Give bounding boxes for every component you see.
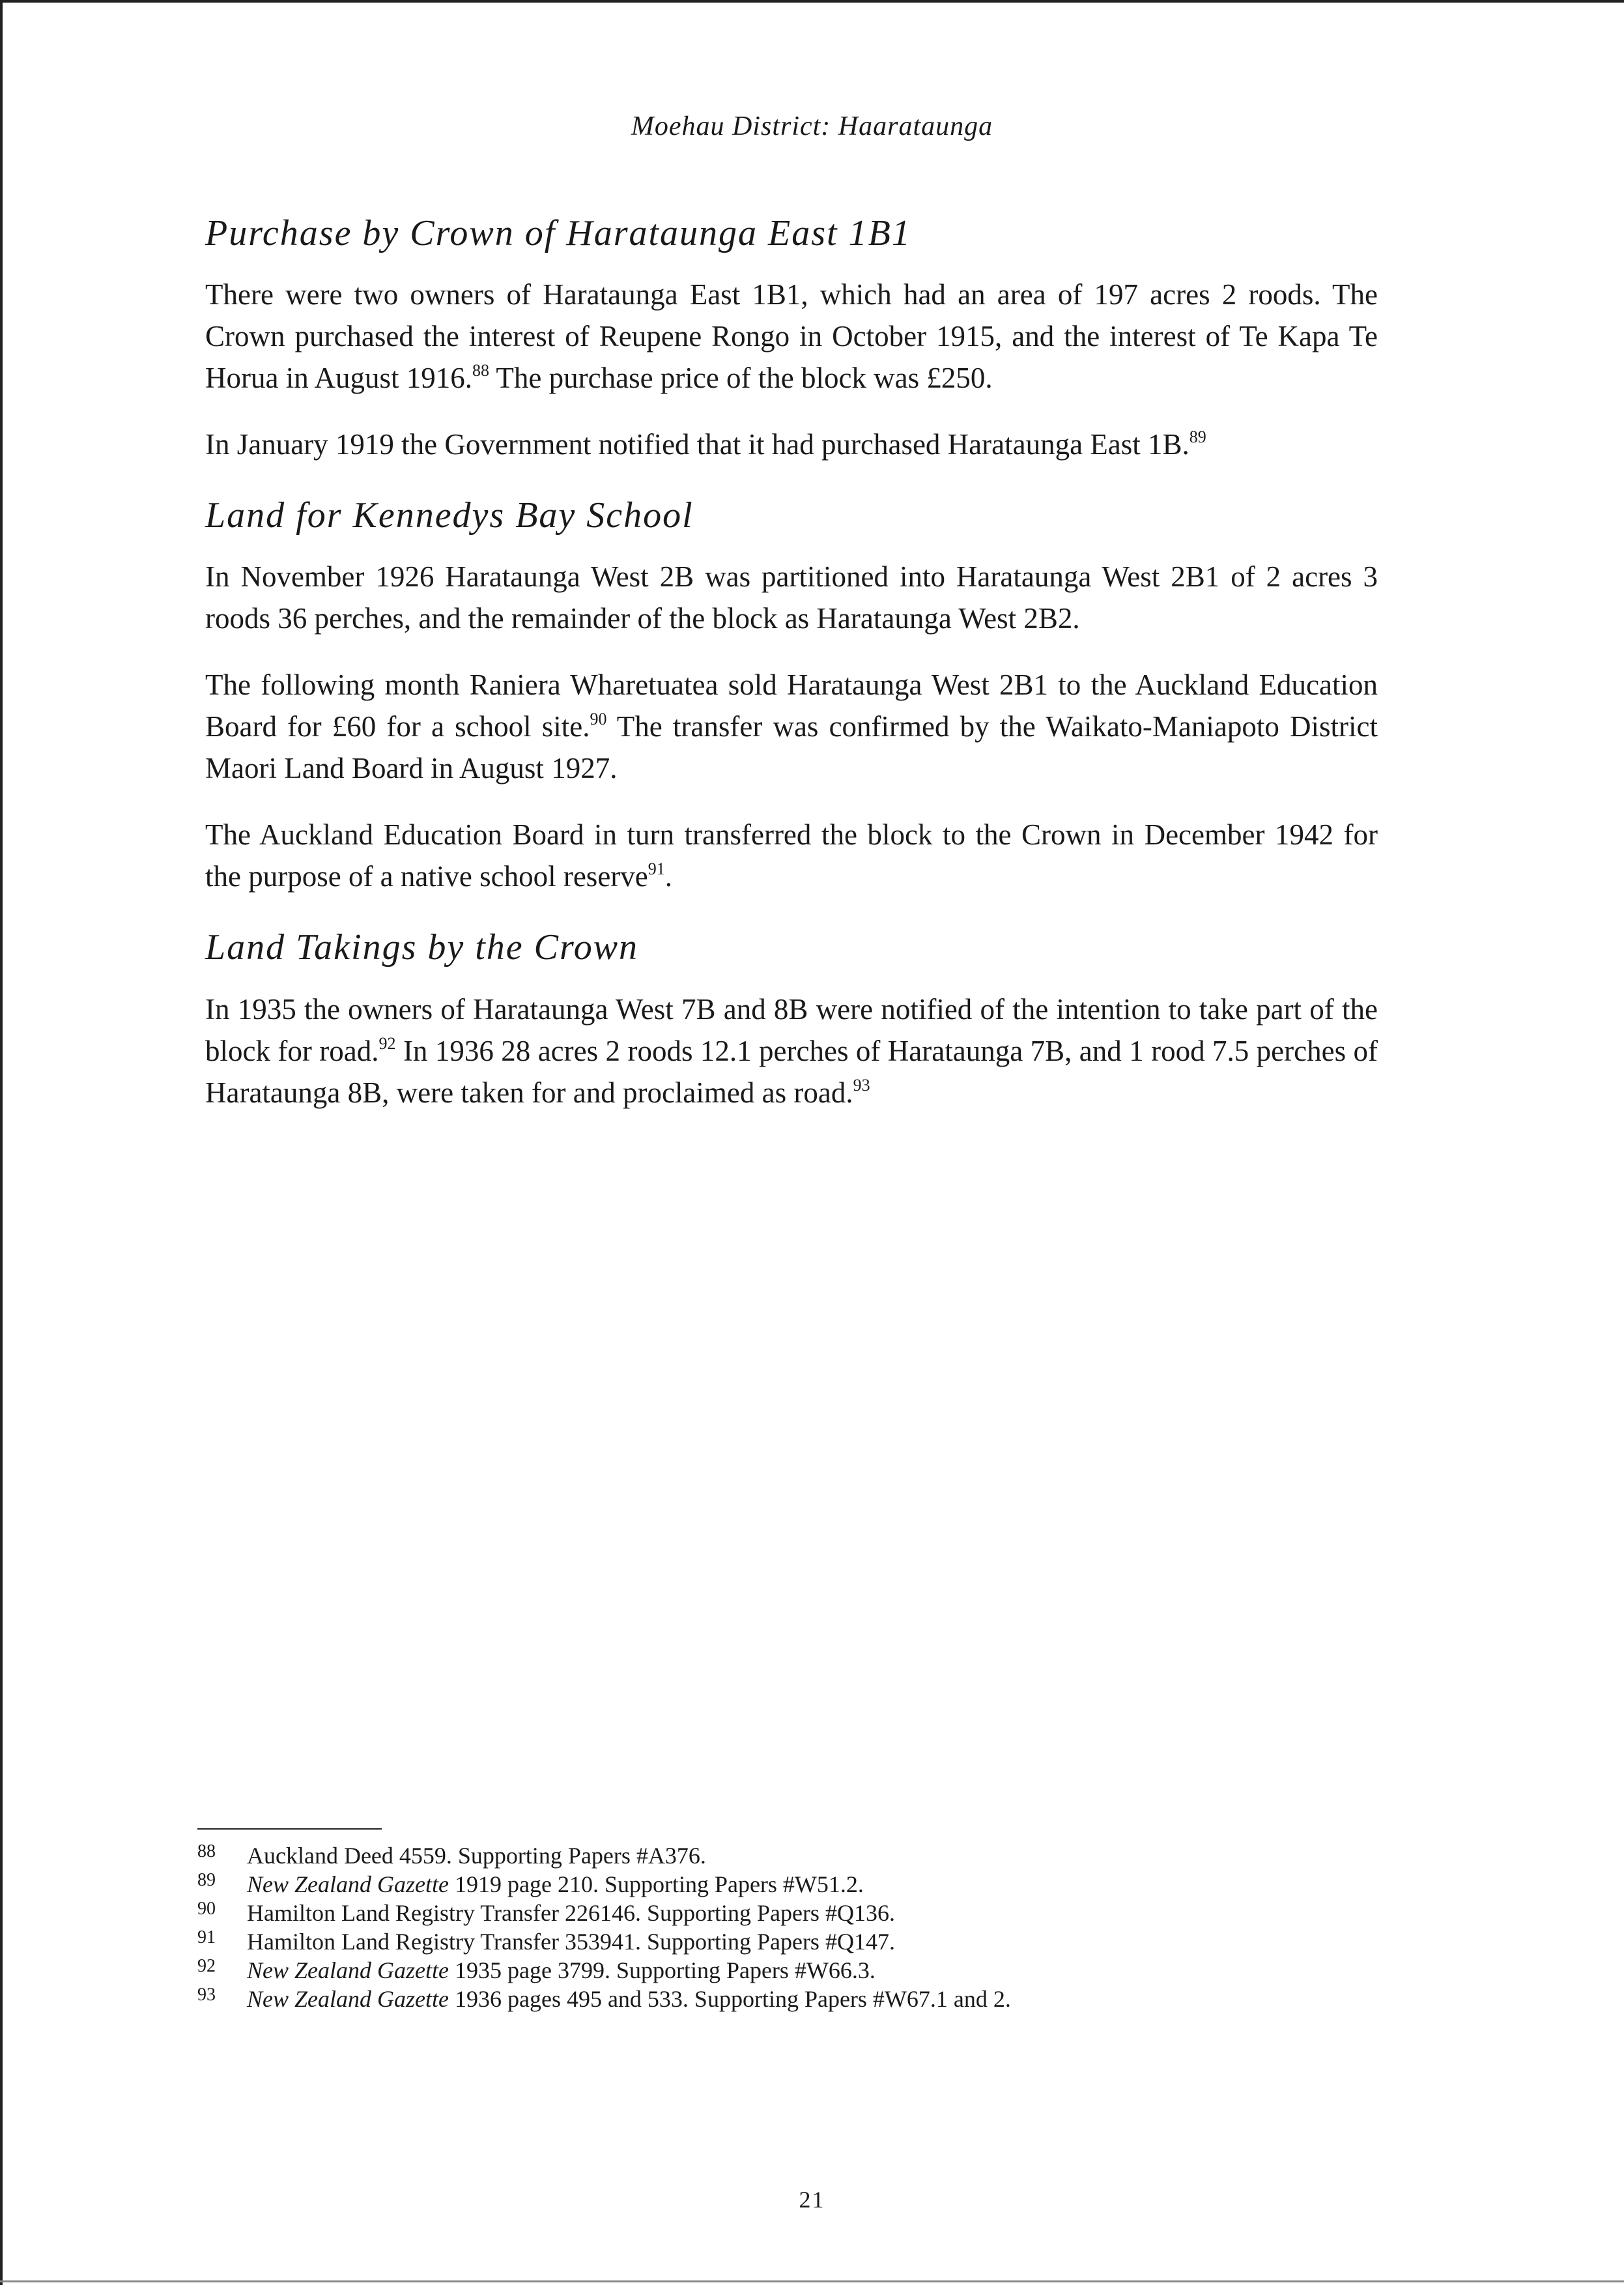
paragraph (205, 556, 1378, 639)
footnote-body: 1936 pages 495 and 533. Supporting Papers #W67.1 and 2. (448, 1986, 1011, 2012)
paragraph-text: The transfer was confirmed by the Waikato-Maniapoto District Maori Land Board in August 1927. (205, 710, 1378, 785)
paragraph-text: In 1936 28 acres 2 roods 12.1 perches of Harataunga 7B, and 1 rood 7.5 perches of Harataunga 8B, were taken for and proclaimed as road. (205, 1034, 1378, 1109)
footnotes (197, 1841, 1435, 2013)
footnote-ref[interactable]: 90 (590, 710, 607, 729)
paragraph-text: The purchase price of the block was £250. (489, 362, 993, 395)
scan-edge-left (0, 0, 3, 2285)
footnote-ref[interactable]: 92 (378, 1033, 396, 1053)
footnote-ref[interactable]: 89 (1189, 427, 1206, 447)
footnote-body: 1935 page 3799. Supporting Papers #W66.3. (448, 1957, 876, 1983)
section-crown-purchase (205, 212, 1378, 465)
footnote-text (247, 1899, 1435, 1927)
footnote (197, 1870, 1435, 1899)
footnote-text (247, 1927, 1435, 1956)
footnote-number: 91 (197, 1927, 216, 1947)
footnote-body: 1919 page 210. Supporting Papers #W51.2. (448, 1871, 864, 1897)
footnote-ref[interactable]: 91 (648, 859, 665, 879)
footnote-ref[interactable]: 93 (853, 1075, 870, 1095)
section-heading: Land for Kennedys Bay School (205, 495, 694, 536)
footnote-text (247, 1841, 1435, 1870)
page-number: 21 (799, 2187, 825, 2213)
paragraph (205, 274, 1378, 399)
section-heading: Purchase by Crown of Harataunga East 1B1 (205, 213, 911, 253)
paragraph-text: The following month Raniera Wharetuatea sold Harataunga West 2B1 to the Auckland Education Board for £60 for a school site. (205, 668, 1378, 743)
footnote (197, 1841, 1435, 1870)
footnote-divider (197, 1828, 382, 1830)
paragraph (205, 988, 1378, 1114)
section-land-takings (205, 926, 1378, 1113)
paragraph-text: . (664, 860, 672, 893)
paragraph-text: In 1935 the owners of Harataunga West 7B and 8B were notified of the intention to take part of the block for road. (205, 992, 1378, 1067)
running-head: Moehau District: Haarataunga (631, 111, 993, 141)
paragraph (205, 814, 1378, 897)
footnote-number: 89 (197, 1870, 216, 1890)
footnote-body: Auckland Deed 4559. Supporting Papers #A376. (247, 1843, 706, 1869)
footnote-number: 90 (197, 1899, 216, 1919)
footnote-body: Hamilton Land Registry Transfer 226146. Supporting Papers #Q136. (247, 1900, 895, 1926)
footnote-number: 93 (197, 1985, 216, 2005)
footnote-body: Hamilton Land Registry Transfer 353941. Supporting Papers #Q147. (247, 1929, 895, 1955)
footnote (197, 1899, 1435, 1927)
section-school-land (205, 494, 1378, 897)
footnote-text (247, 1985, 1435, 2013)
scan-edge-bottom (0, 2280, 1624, 2282)
footnote (197, 1927, 1435, 1956)
paragraph-text: In November 1926 Harataunga West 2B was partitioned into Harataunga West 2B1 of 2 acres 3 roods 36 perches, and the remainder of the block as Harataunga West 2B2. (205, 560, 1378, 635)
footnote-italic: New Zealand Gazette (247, 1871, 449, 1897)
paragraph (205, 424, 1378, 465)
paragraph-text: The Auckland Education Board in turn transferred the block to the Crown in December 1942 for the purpose of a native school reserve (205, 818, 1378, 893)
footnote-italic: New Zealand Gazette (247, 1957, 449, 1983)
paragraph (205, 664, 1378, 789)
footnote-text (247, 1956, 1435, 1985)
footnote-italic: New Zealand Gazette (247, 1986, 449, 2012)
paragraph-text: In January 1919 the Government notified that it had purchased Harataunga East 1B. (205, 428, 1190, 461)
paragraph-text: There were two owners of Harataunga East 1B1, which had an area of 197 acres 2 roods. The Crown purchased the interest of Reupene Rongo in October 1915, and the interest of Te Kapa Te Horua in August 1916. (205, 278, 1378, 395)
footnote-number: 92 (197, 1956, 216, 1976)
footnote-number: 88 (197, 1841, 216, 1861)
footnote-text (247, 1870, 1435, 1899)
section-heading: Land Takings by the Crown (205, 927, 639, 968)
footnote (197, 1956, 1435, 1985)
scan-edge-top (0, 0, 1624, 3)
main-content (205, 212, 1378, 1142)
footnote (197, 1985, 1435, 2013)
footnote-ref[interactable]: 88 (472, 361, 489, 381)
